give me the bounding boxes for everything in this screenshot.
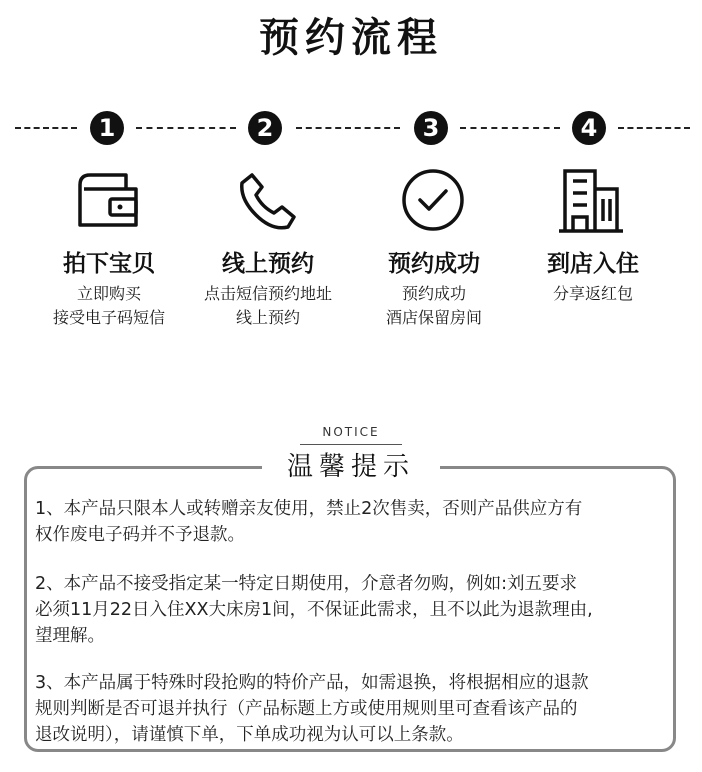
notice-paragraph-1 [35, 496, 675, 548]
notice-line: 2、本产品不接受指定某一特定日期使用，介意者勿购，例如:刘五要求 [35, 574, 578, 594]
step-desc-1 [24, 282, 194, 330]
step-title-2: 线上预约 [222, 251, 314, 277]
notice-line: 规则判断是否可退并执行（产品标题上方或使用规则里可查看该产品的 [35, 699, 578, 719]
step-desc-3 [349, 282, 519, 330]
timeline-dash [460, 127, 560, 129]
notice-label: NOTICE [322, 425, 380, 439]
step-desc-line: 分享返红包 [552, 284, 633, 303]
notice-label-underline [300, 444, 402, 445]
step-number-1: 1 [90, 111, 124, 145]
step-title-3: 预约成功 [388, 251, 480, 277]
step-desc-2 [183, 282, 353, 330]
phone-icon [232, 165, 302, 235]
notice-line: 退改说明），请谨慎下单，下单成功视为认可以上条款。 [35, 725, 464, 745]
building-icon [555, 165, 625, 235]
notice-paragraph-3 [35, 670, 675, 748]
notice-line: 3、本产品属于特殊时段抢购的特价产品，如需退换，将根据相应的退款 [35, 673, 589, 693]
step-title-4: 到店入住 [547, 251, 639, 277]
timeline-dash [296, 127, 400, 129]
notice-line: 望理解。 [35, 626, 105, 646]
notice-line: 权作废电子码并不予退款。 [35, 525, 245, 545]
page-title: 预约流程 [259, 15, 443, 61]
step-number-4: 4 [572, 111, 606, 145]
check-circle-icon [398, 165, 468, 235]
step-number-2: 2 [248, 111, 282, 145]
timeline-dash [15, 127, 77, 129]
notice-title: 温馨提示 [262, 447, 440, 487]
step-desc-line: 点击短信预约地址 [203, 284, 332, 303]
step-desc-4 [508, 282, 678, 306]
step-timeline [0, 108, 702, 148]
notice-paragraph-2 [35, 571, 675, 649]
step-number-3: 3 [414, 111, 448, 145]
step-desc-line: 线上预约 [235, 308, 300, 327]
notice-line: 1、本产品只限本人或转赠亲友使用，禁止2次售卖，否则产品供应方有 [35, 499, 583, 519]
step-title-1: 拍下宝贝 [63, 251, 155, 277]
step-desc-line: 立即购买 [76, 284, 141, 303]
timeline-dash [136, 127, 236, 129]
step-desc-line: 预约成功 [401, 284, 466, 303]
notice-line: 必须11月22日入住XX大床房1间，不保证此需求，且不以此为退款理由, [35, 600, 593, 620]
timeline-dash [618, 127, 690, 129]
wallet-icon [74, 165, 144, 235]
step-desc-line: 酒店保留房间 [385, 308, 482, 327]
step-desc-line: 接受电子码短信 [52, 308, 165, 327]
